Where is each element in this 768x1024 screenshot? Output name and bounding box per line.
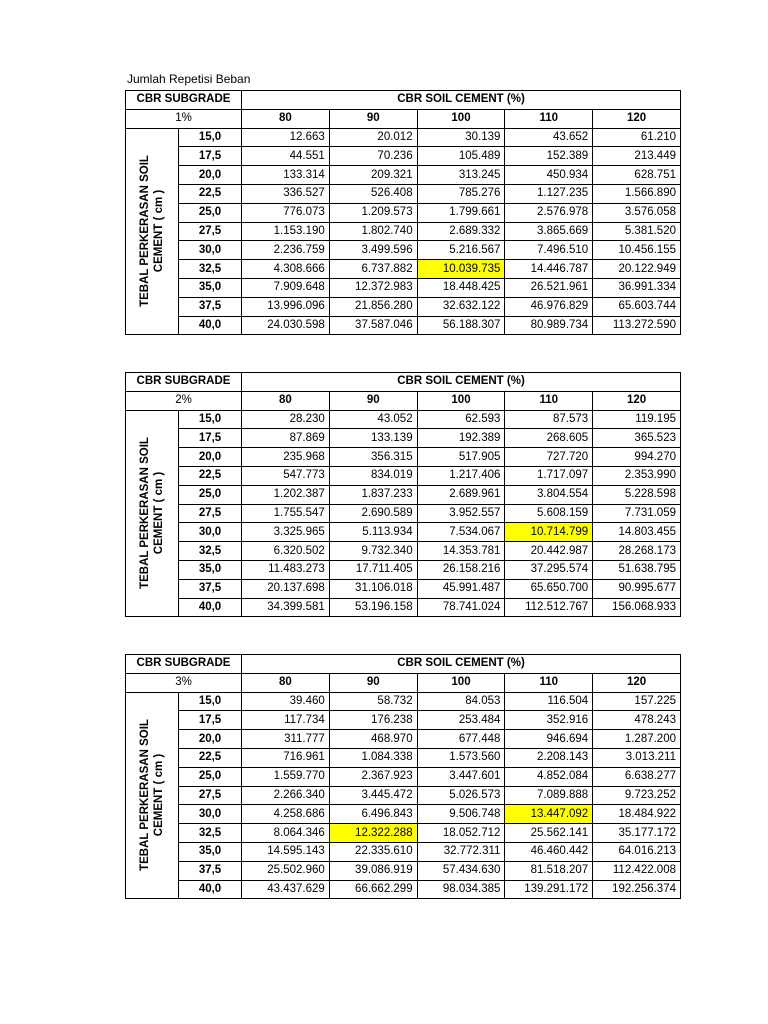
value-cell: 26.521.961 xyxy=(505,278,593,297)
value-cell: 34.399.581 xyxy=(242,598,330,617)
value-cell: 80.989.734 xyxy=(505,316,593,335)
subgrade-label: CBR SUBGRADE xyxy=(126,91,242,110)
value-cell: 62.593 xyxy=(417,410,505,429)
value-cell: 1.566.890 xyxy=(593,184,681,203)
table-row xyxy=(126,523,681,542)
value-cell: 3.499.596 xyxy=(329,241,417,260)
value-cell: 727.720 xyxy=(505,448,593,467)
thickness-axis-label xyxy=(126,692,179,899)
value-cell: 1.837.233 xyxy=(329,485,417,504)
table-row xyxy=(126,222,681,241)
value-cell: 39.460 xyxy=(242,692,330,711)
value-cell: 37.295.574 xyxy=(505,560,593,579)
thickness-cell: 30,0 xyxy=(179,805,242,824)
soil-cement-label: CBR SOIL CEMENT (%) xyxy=(242,91,681,110)
value-cell: 43.052 xyxy=(329,410,417,429)
value-cell: 57.434.630 xyxy=(417,861,505,880)
value-cell: 7.534.067 xyxy=(417,523,505,542)
table-row xyxy=(126,166,681,185)
value-cell: 776.073 xyxy=(242,203,330,222)
value-cell: 1.127.235 xyxy=(505,184,593,203)
value-cell: 834.019 xyxy=(329,466,417,485)
value-cell: 20.137.698 xyxy=(242,579,330,598)
value-cell: 1.559.770 xyxy=(242,767,330,786)
value-cell: 4.852.084 xyxy=(505,767,593,786)
thickness-cell: 30,0 xyxy=(179,241,242,260)
value-cell: 43.652 xyxy=(505,128,593,147)
thickness-cell: 30,0 xyxy=(179,523,242,542)
thickness-cell: 27,5 xyxy=(179,786,242,805)
value-cell: 994.270 xyxy=(593,448,681,467)
thickness-cell: 25,0 xyxy=(179,203,242,222)
thickness-cell: 37,5 xyxy=(179,579,242,598)
column-header: 90 xyxy=(329,391,417,410)
column-header: 110 xyxy=(505,391,593,410)
table-row xyxy=(126,579,681,598)
column-header: 100 xyxy=(417,109,505,128)
value-cell: 9.732.340 xyxy=(329,542,417,561)
vertical-label-line-2: CEMENT ( cm ) xyxy=(153,190,165,273)
value-cell: 64.016.213 xyxy=(593,842,681,861)
value-cell: 1.755.547 xyxy=(242,504,330,523)
value-cell: 39.086.919 xyxy=(329,861,417,880)
value-cell: 133.314 xyxy=(242,166,330,185)
value-cell: 2.690.589 xyxy=(329,504,417,523)
column-header: 120 xyxy=(593,673,681,692)
table-row xyxy=(126,786,681,805)
value-cell: 1.799.661 xyxy=(417,203,505,222)
table-row xyxy=(126,711,681,730)
value-cell: 37.587.046 xyxy=(329,316,417,335)
value-cell: 3.865.669 xyxy=(505,222,593,241)
table-row xyxy=(126,147,681,166)
value-cell: 785.276 xyxy=(417,184,505,203)
value-cell: 81.518.207 xyxy=(505,861,593,880)
column-header: 80 xyxy=(242,673,330,692)
value-cell: 35.177.172 xyxy=(593,824,681,843)
value-cell: 87.869 xyxy=(242,429,330,448)
value-cell: 46.460.442 xyxy=(505,842,593,861)
table-row xyxy=(126,466,681,485)
value-cell: 4.258.686 xyxy=(242,805,330,824)
value-cell: 3.445.472 xyxy=(329,786,417,805)
value-cell: 56.188.307 xyxy=(417,316,505,335)
thickness-cell: 25,0 xyxy=(179,485,242,504)
value-cell: 6.320.502 xyxy=(242,542,330,561)
column-header: 110 xyxy=(505,109,593,128)
thickness-cell: 17,5 xyxy=(179,147,242,166)
thickness-cell: 35,0 xyxy=(179,842,242,861)
value-cell: 18.484.922 xyxy=(593,805,681,824)
thickness-cell: 32,5 xyxy=(179,542,242,561)
value-cell: 2.367.923 xyxy=(329,767,417,786)
value-cell: 61.210 xyxy=(593,128,681,147)
value-cell: 3.952.557 xyxy=(417,504,505,523)
value-cell: 2.266.340 xyxy=(242,786,330,805)
value-cell: 112.422.008 xyxy=(593,861,681,880)
table-row xyxy=(126,260,681,279)
value-cell: 11.483.273 xyxy=(242,560,330,579)
value-cell: 468.970 xyxy=(329,730,417,749)
thickness-cell: 15,0 xyxy=(179,128,242,147)
value-cell: 44.551 xyxy=(242,147,330,166)
value-cell: 117.734 xyxy=(242,711,330,730)
value-cell: 517.905 xyxy=(417,448,505,467)
value-cell: 209.321 xyxy=(329,166,417,185)
value-cell: 119.195 xyxy=(593,410,681,429)
vertical-label-line-1: TEBAL PERKERASAN SOIL xyxy=(139,719,151,872)
value-cell: 8.064.346 xyxy=(242,824,330,843)
value-cell: 90.995.677 xyxy=(593,579,681,598)
thickness-cell: 17,5 xyxy=(179,429,242,448)
value-cell: 46.976.829 xyxy=(505,297,593,316)
value-cell: 26.158.216 xyxy=(417,560,505,579)
value-cell: 66.662.299 xyxy=(329,880,417,899)
value-cell: 2.353.990 xyxy=(593,466,681,485)
repetition-table-cbr-3 xyxy=(125,654,681,899)
value-cell: 478.243 xyxy=(593,711,681,730)
value-cell: 18.448.425 xyxy=(417,278,505,297)
value-cell: 5.381.520 xyxy=(593,222,681,241)
value-cell: 9.723.252 xyxy=(593,786,681,805)
value-cell: 28.230 xyxy=(242,410,330,429)
thickness-cell: 35,0 xyxy=(179,278,242,297)
value-cell: 14.803.455 xyxy=(593,523,681,542)
soil-cement-label: CBR SOIL CEMENT (%) xyxy=(242,655,681,674)
value-cell: 1.153.190 xyxy=(242,222,330,241)
thickness-axis-label xyxy=(126,128,179,335)
value-cell: 2.236.759 xyxy=(242,241,330,260)
value-cell: 176.238 xyxy=(329,711,417,730)
value-cell: 17.711.405 xyxy=(329,560,417,579)
value-cell: 1.573.560 xyxy=(417,748,505,767)
repetition-table-cbr-2 xyxy=(125,372,681,617)
table-row xyxy=(126,278,681,297)
value-cell: 36.991.334 xyxy=(593,278,681,297)
thickness-cell: 27,5 xyxy=(179,504,242,523)
thickness-axis-label xyxy=(126,410,179,617)
subgrade-value: 1% xyxy=(126,109,242,128)
value-cell: 3.013.211 xyxy=(593,748,681,767)
value-cell: 946.694 xyxy=(505,730,593,749)
table-row xyxy=(126,692,681,711)
vertical-label-line-2: CEMENT ( cm ) xyxy=(153,754,165,837)
thickness-cell: 22,5 xyxy=(179,184,242,203)
value-cell: 450.934 xyxy=(505,166,593,185)
value-cell: 2.689.332 xyxy=(417,222,505,241)
value-cell: 1.287.200 xyxy=(593,730,681,749)
value-cell: 1.202.387 xyxy=(242,485,330,504)
value-cell: 20.122.949 xyxy=(593,260,681,279)
value-cell: 22.335.610 xyxy=(329,842,417,861)
thickness-cell: 20,0 xyxy=(179,730,242,749)
value-cell: 5.608.159 xyxy=(505,504,593,523)
table-row xyxy=(126,767,681,786)
value-cell: 87.573 xyxy=(505,410,593,429)
table-row xyxy=(126,861,681,880)
table-row xyxy=(126,598,681,617)
value-cell: 1.217.406 xyxy=(417,466,505,485)
value-cell: 12.372.983 xyxy=(329,278,417,297)
table-row xyxy=(126,241,681,260)
value-cell: 156.068.933 xyxy=(593,598,681,617)
value-cell: 313.245 xyxy=(417,166,505,185)
value-cell: 152.389 xyxy=(505,147,593,166)
value-cell: 53.196.158 xyxy=(329,598,417,617)
value-cell: 25.562.141 xyxy=(505,824,593,843)
value-cell: 112.512.767 xyxy=(505,598,593,617)
value-cell: 10.456.155 xyxy=(593,241,681,260)
value-cell: 6.496.843 xyxy=(329,805,417,824)
value-cell: 30.139 xyxy=(417,128,505,147)
table-row xyxy=(126,805,681,824)
value-cell: 1.802.740 xyxy=(329,222,417,241)
value-cell: 2.208.143 xyxy=(505,748,593,767)
value-cell: 84.053 xyxy=(417,692,505,711)
value-cell: 20.442.987 xyxy=(505,542,593,561)
thickness-cell: 25,0 xyxy=(179,767,242,786)
thickness-cell: 40,0 xyxy=(179,880,242,899)
value-cell: 5.026.573 xyxy=(417,786,505,805)
vertical-label-line-1: TEBAL PERKERASAN SOIL xyxy=(139,437,151,590)
vertical-label-line-2: CEMENT ( cm ) xyxy=(153,472,165,555)
value-cell: 356.315 xyxy=(329,448,417,467)
value-cell: 32.772.311 xyxy=(417,842,505,861)
value-cell: 1.084.338 xyxy=(329,748,417,767)
value-cell: 14.446.787 xyxy=(505,260,593,279)
thickness-cell: 17,5 xyxy=(179,711,242,730)
value-cell: 18.052.712 xyxy=(417,824,505,843)
thickness-cell: 32,5 xyxy=(179,260,242,279)
value-cell: 105.489 xyxy=(417,147,505,166)
value-cell: 28.268.173 xyxy=(593,542,681,561)
subgrade-label: CBR SUBGRADE xyxy=(126,373,242,392)
value-cell: 116.504 xyxy=(505,692,593,711)
repetition-table-cbr-1 xyxy=(125,90,681,335)
value-cell: 98.034.385 xyxy=(417,880,505,899)
value-cell: 7.909.648 xyxy=(242,278,330,297)
value-cell: 716.961 xyxy=(242,748,330,767)
value-cell: 5.216.567 xyxy=(417,241,505,260)
value-cell: 253.484 xyxy=(417,711,505,730)
value-cell: 3.804.554 xyxy=(505,485,593,504)
thickness-cell: 22,5 xyxy=(179,748,242,767)
column-header: 100 xyxy=(417,673,505,692)
thickness-cell: 15,0 xyxy=(179,410,242,429)
value-cell: 235.968 xyxy=(242,448,330,467)
value-cell: 192.256.374 xyxy=(593,880,681,899)
thickness-cell: 40,0 xyxy=(179,316,242,335)
thickness-cell: 15,0 xyxy=(179,692,242,711)
value-cell: 157.225 xyxy=(593,692,681,711)
thickness-cell: 20,0 xyxy=(179,166,242,185)
value-cell: 51.638.795 xyxy=(593,560,681,579)
value-cell: 365.523 xyxy=(593,429,681,448)
value-cell: 1.717.097 xyxy=(505,466,593,485)
value-cell: 9.506.748 xyxy=(417,805,505,824)
table-row xyxy=(126,560,681,579)
value-cell: 268.605 xyxy=(505,429,593,448)
value-cell: 7.089.888 xyxy=(505,786,593,805)
column-header: 80 xyxy=(242,109,330,128)
value-cell: 192.389 xyxy=(417,429,505,448)
table-row xyxy=(126,128,681,147)
value-cell: 13.996.096 xyxy=(242,297,330,316)
thickness-cell: 20,0 xyxy=(179,448,242,467)
value-cell: 7.496.510 xyxy=(505,241,593,260)
value-cell: 70.236 xyxy=(329,147,417,166)
value-cell: 139.291.172 xyxy=(505,880,593,899)
subgrade-value: 2% xyxy=(126,391,242,410)
value-cell: 65.603.744 xyxy=(593,297,681,316)
thickness-cell: 37,5 xyxy=(179,297,242,316)
value-cell: 14.595.143 xyxy=(242,842,330,861)
value-cell: 628.751 xyxy=(593,166,681,185)
value-cell: 5.228.598 xyxy=(593,485,681,504)
value-cell: 5.113.934 xyxy=(329,523,417,542)
table-row xyxy=(126,824,681,843)
value-cell: 25.502.960 xyxy=(242,861,330,880)
column-header: 90 xyxy=(329,673,417,692)
value-cell: 32.632.122 xyxy=(417,297,505,316)
value-cell: 45.991.487 xyxy=(417,579,505,598)
highlighted-value-cell: 10.714.799 xyxy=(505,523,593,542)
thickness-cell: 37,5 xyxy=(179,861,242,880)
subgrade-value: 3% xyxy=(126,673,242,692)
value-cell: 133.139 xyxy=(329,429,417,448)
highlighted-value-cell: 12.322.288 xyxy=(329,824,417,843)
column-header: 100 xyxy=(417,391,505,410)
value-cell: 547.773 xyxy=(242,466,330,485)
value-cell: 311.777 xyxy=(242,730,330,749)
table-row xyxy=(126,730,681,749)
table-row xyxy=(126,542,681,561)
table-row xyxy=(126,485,681,504)
soil-cement-label: CBR SOIL CEMENT (%) xyxy=(242,373,681,392)
highlighted-value-cell: 10.039.735 xyxy=(417,260,505,279)
column-header: 90 xyxy=(329,109,417,128)
table-row xyxy=(126,203,681,222)
table-row xyxy=(126,184,681,203)
value-cell: 113.272.590 xyxy=(593,316,681,335)
value-cell: 21.856.280 xyxy=(329,297,417,316)
table-row xyxy=(126,316,681,335)
value-cell: 20.012 xyxy=(329,128,417,147)
value-cell: 65.650.700 xyxy=(505,579,593,598)
thickness-cell: 40,0 xyxy=(179,598,242,617)
value-cell: 12.663 xyxy=(242,128,330,147)
value-cell: 213.449 xyxy=(593,147,681,166)
value-cell: 352.916 xyxy=(505,711,593,730)
value-cell: 677.448 xyxy=(417,730,505,749)
thickness-cell: 27,5 xyxy=(179,222,242,241)
subgrade-label: CBR SUBGRADE xyxy=(126,655,242,674)
column-header: 120 xyxy=(593,391,681,410)
value-cell: 2.576.978 xyxy=(505,203,593,222)
table-row xyxy=(126,297,681,316)
thickness-cell: 32,5 xyxy=(179,824,242,843)
value-cell: 526.408 xyxy=(329,184,417,203)
table-row xyxy=(126,410,681,429)
table-row xyxy=(126,429,681,448)
table-row xyxy=(126,842,681,861)
value-cell: 7.731.059 xyxy=(593,504,681,523)
value-cell: 24.030.598 xyxy=(242,316,330,335)
table-row xyxy=(126,880,681,899)
thickness-cell: 35,0 xyxy=(179,560,242,579)
page-caption: Jumlah Repetisi Beban xyxy=(127,72,251,86)
column-header: 110 xyxy=(505,673,593,692)
thickness-cell: 22,5 xyxy=(179,466,242,485)
value-cell: 1.209.573 xyxy=(329,203,417,222)
value-cell: 31.106.018 xyxy=(329,579,417,598)
table-row xyxy=(126,448,681,467)
value-cell: 336.527 xyxy=(242,184,330,203)
value-cell: 3.447.601 xyxy=(417,767,505,786)
vertical-label-line-1: TEBAL PERKERASAN SOIL xyxy=(139,155,151,308)
value-cell: 6.737.882 xyxy=(329,260,417,279)
value-cell: 6.638.277 xyxy=(593,767,681,786)
value-cell: 43.437.629 xyxy=(242,880,330,899)
value-cell: 3.325.965 xyxy=(242,523,330,542)
value-cell: 2.689.961 xyxy=(417,485,505,504)
value-cell: 4.308.666 xyxy=(242,260,330,279)
value-cell: 78.741.024 xyxy=(417,598,505,617)
value-cell: 3.576.058 xyxy=(593,203,681,222)
column-header: 80 xyxy=(242,391,330,410)
column-header: 120 xyxy=(593,109,681,128)
table-row xyxy=(126,504,681,523)
highlighted-value-cell: 13.447.092 xyxy=(505,805,593,824)
value-cell: 14.353.781 xyxy=(417,542,505,561)
value-cell: 58.732 xyxy=(329,692,417,711)
table-row xyxy=(126,748,681,767)
